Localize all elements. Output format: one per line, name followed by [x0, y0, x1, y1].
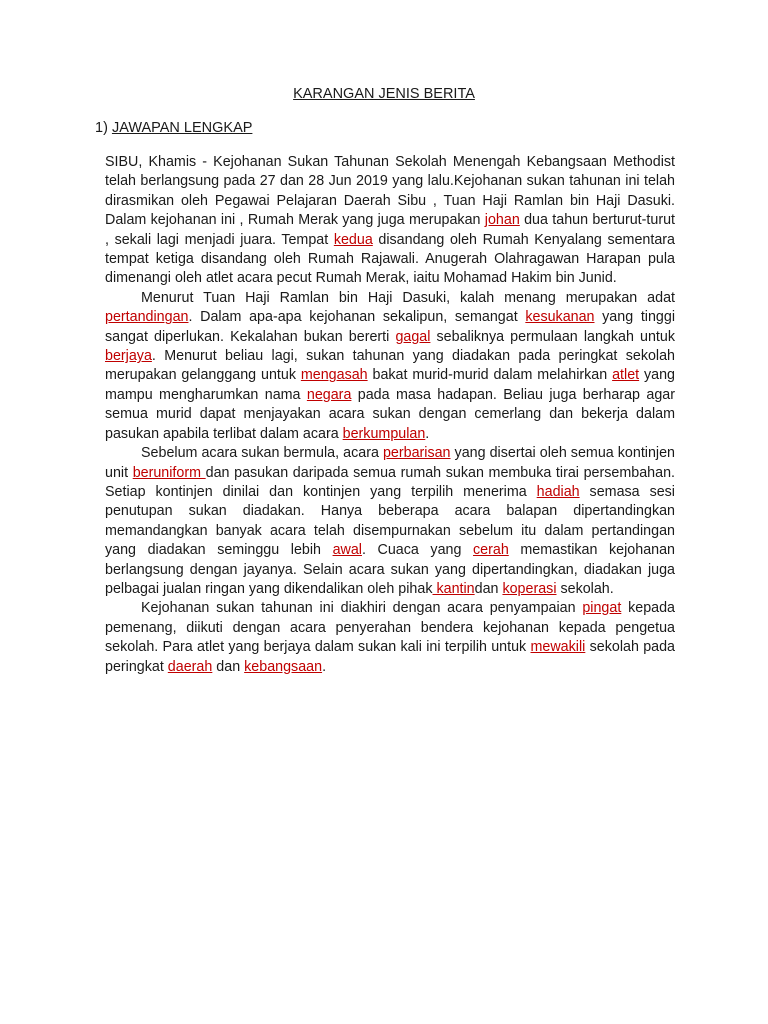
- paragraph-text: yang tinggi sangat diperlukan. Kekalahan bukan bererti: [105, 309, 675, 345]
- paragraph-text: sebaliknya permulaan langkah untuk: [430, 328, 675, 345]
- paragraph-text: sekolah pada peringkat: [105, 639, 675, 675]
- paragraph-text: Sebelum acara sukan bermula, acara: [141, 445, 383, 462]
- highlighted-word: hadiah: [536, 483, 580, 500]
- highlighted-word: mewakili: [530, 639, 586, 656]
- highlighted-word: pingat: [582, 600, 622, 617]
- highlighted-word: daerah: [167, 658, 213, 675]
- document-title: KARANGAN JENIS BERITA: [293, 86, 475, 102]
- highlighted-word: mengasah: [300, 367, 368, 384]
- paragraph-text: pada masa hadapan. Beliau juga berharap agar semua murid dapat menjayakan acara sukan dengan cemerlang dan bekerja dalam pasukan apabila terlibat dalam acara: [105, 386, 675, 442]
- section-heading: [95, 120, 252, 136]
- highlighted-word: koperasi: [502, 580, 557, 597]
- highlighted-word: berjaya: [105, 348, 152, 365]
- highlighted-word: gagal: [395, 328, 431, 345]
- paragraph-text: kepada pemenang, diikuti dengan acara penyerahan bendera kejohanan kepada pengetua sekolah. Para atlet yang berjaya dalam sukan kali ini terpilih untuk: [105, 600, 675, 656]
- highlighted-word: cerah: [473, 542, 509, 559]
- paragraph-text: SIBU, Khamis - Kejohanan Sukan Tahunan Sekolah Menengah Kebangsaan Methodist telah berlangsung pada 27 dan 28 Jun 2019 yang lalu.Kejohanan sukan tahunan ini telah dirasmikan oleh Pegawai Pelajaran Daerah Sibu , Tuan Haji Ramlan bin Haji Dasuki. Dalam kejohanan ini , Rumah Merak yang juga merupakan: [105, 154, 675, 229]
- paragraph-text: Kejohanan sukan tahunan ini diakhiri dengan acara penyampaian: [141, 600, 583, 617]
- highlighted-word: johan: [484, 212, 520, 229]
- highlighted-word: kedua: [333, 231, 373, 248]
- highlighted-word: pertandingan: [105, 309, 189, 326]
- paragraph-text: dan: [474, 580, 503, 597]
- paragraph-text: . Dalam apa-apa kejohanan sekalipun, semangat: [188, 309, 526, 326]
- highlighted-word: kesukanan: [525, 309, 595, 326]
- paragraph-text: yang disertai oleh semua kontinjen unit: [105, 445, 675, 481]
- paragraph-text: .: [425, 425, 430, 442]
- section-number: 1): [95, 120, 108, 136]
- highlighted-word: awal: [332, 542, 362, 559]
- paragraph-text: . Menurut beliau lagi, sukan tahunan yang diadakan pada peringkat sekolah merupakan gelanggang untuk: [105, 348, 675, 384]
- paragraph-text: dua tahun berturut-turut , sekali lagi menjadi juara. Tempat: [105, 212, 675, 248]
- highlighted-word: negara: [306, 386, 352, 403]
- section-title: JAWAPAN LENGKAP: [111, 120, 253, 136]
- paragraph-text: sekolah.: [556, 580, 614, 597]
- paragraph-text: dan pasukan daripada semua rumah sukan membuka tirai persembahan. Setiap kontinjen dinilai dan kontinjen yang terpilih menerima: [105, 464, 675, 500]
- essay-body: [105, 153, 675, 677]
- highlighted-word: kantin: [432, 580, 475, 597]
- highlighted-word: kebangsaan: [244, 658, 323, 675]
- highlighted-word: perbarisan: [382, 445, 451, 462]
- essay-paragraph: [105, 153, 675, 289]
- paragraph-text: . Cuaca yang: [361, 542, 474, 559]
- highlighted-word: atlet: [612, 367, 640, 384]
- essay-paragraph: [105, 599, 675, 677]
- paragraph-text: Menurut Tuan Haji Ramlan bin Haji Dasuki, kalah menang merupakan adat: [141, 289, 675, 306]
- highlighted-word: berkumpulan: [342, 425, 426, 442]
- paragraph-text: yang mampu mengharumkan nama: [105, 367, 675, 403]
- paragraph-text: semasa sesi penutupan sukan diadakan. Hanya beberapa acara balapan dipertandingkan memandangkan banyak acara telah disempurnakan sebelum itu dalam pertandingan yang diadakan seminggu lebih: [105, 483, 675, 559]
- highlighted-word: beruniform: [132, 464, 206, 481]
- paragraph-text: disandang oleh Rumah Kenyalang sementara tempat ketiga disandang oleh Rumah Rajawali. Anugerah Olahragawan Harapan pula dimenangi oleh atlet acara pecut Rumah Merak, iaitu Mohamad Hakim bin Junid.: [105, 231, 675, 287]
- paragraph-text: dan: [212, 658, 245, 675]
- essay-paragraph: [105, 444, 675, 599]
- paragraph-text: .: [322, 658, 327, 675]
- paragraph-text: bakat murid-murid dalam melahirkan: [367, 367, 613, 384]
- essay-paragraph: [105, 289, 675, 444]
- paragraph-text: memastikan kejohanan berlangsung dengan jayanya. Selain acara sukan yang dipertandingkan, diadakan juga pelbagai jualan ringan yang dikendalikan oleh pihak: [105, 542, 675, 597]
